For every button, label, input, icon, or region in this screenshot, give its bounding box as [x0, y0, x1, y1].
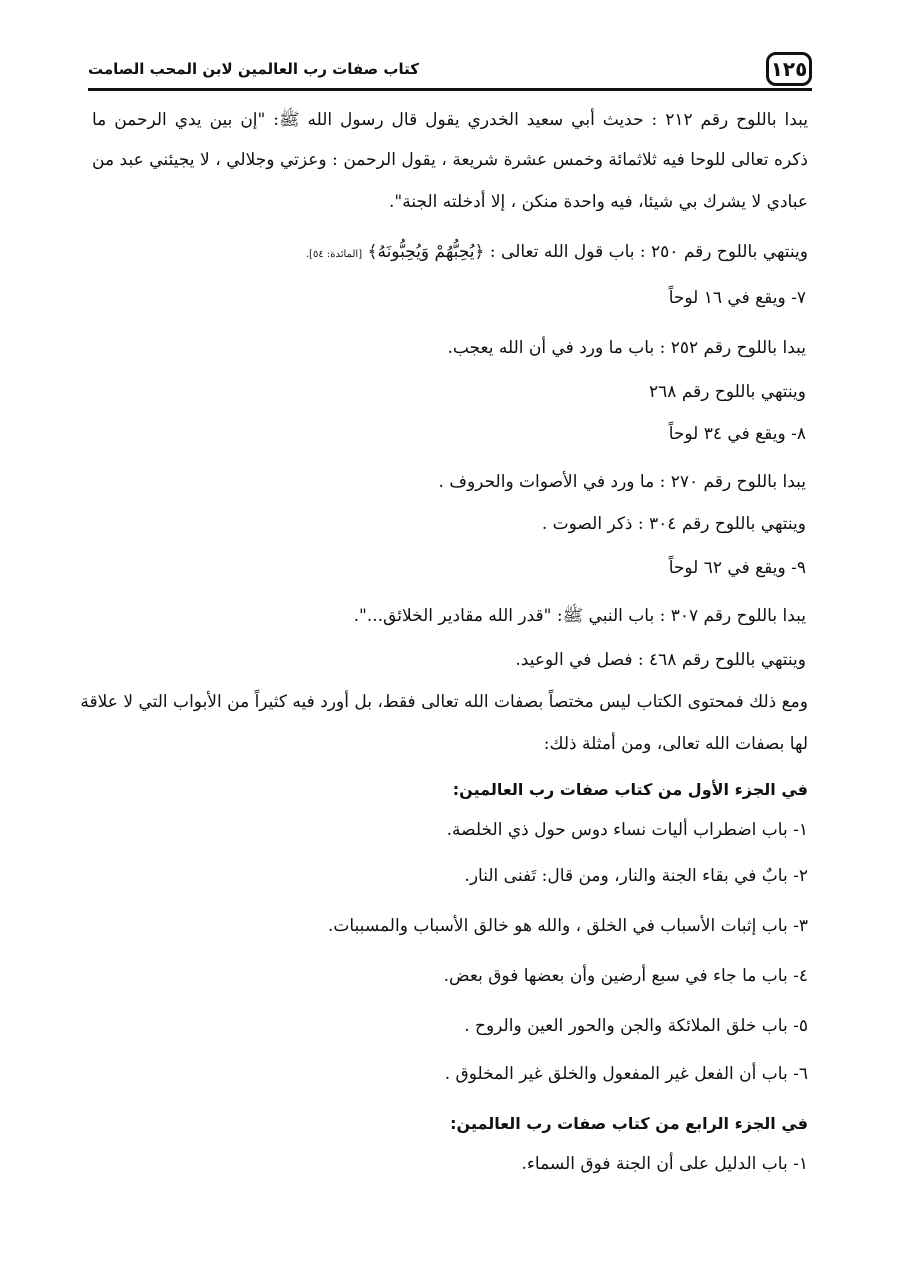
header-divider [88, 88, 812, 91]
running-title: كتاب صفات رب العالمين لابن المحب الصامت [88, 60, 419, 78]
section-1-item-6: ٦- باب أن الفعل غير المفعول والخلق غير المخلوق . [444, 1064, 808, 1084]
paragraph-1-line-2: ذكره تعالى للوحا فيه ثلاثمائة وخمس عشرة شريعة ، يقول الرحمن : وعزتي وجلالي ، لا يجيئني عبد من [92, 150, 808, 170]
section-2-heading: في الجزء الرابع من كتاب صفات رب العالمين: [450, 1114, 808, 1133]
item-7: ٧- ويقع في ١٦ لوحاً [668, 288, 806, 308]
section-1-item-2: ٢- بابٌ في بقاء الجنة والنار، ومن قال: تَفنى النار. [464, 866, 808, 886]
item-9-end: وينتهي باللوح رقم ٤٦٨ : فصل في الوعيد. [515, 650, 806, 670]
section-1-item-3: ٣- باب إثبات الأسباب في الخلق ، والله هو خالق الأسباب والمسببات. [327, 916, 808, 936]
page-header [88, 52, 812, 92]
paragraph-1-line-1: يبدا باللوح رقم ٢١٢ : حديث أبي سعيد الخدري يقول قال رسول الله ﷺ: "إن بين يدي الرحمن ما [92, 110, 809, 130]
item-8-end: وينتهي باللوح رقم ٣٠٤ : ذكر الصوت . [541, 514, 806, 534]
paragraph-2-line-2: لها بصفات الله تعالى، ومن أمثلة ذلك: [543, 734, 808, 754]
section-1-item-4: ٤- باب ما جاء في سبع أرضين وأن بعضها فوق بعض. [443, 966, 808, 986]
section-1-heading: في الجزء الأول من كتاب صفات رب العالمين: [452, 780, 808, 799]
item-8: ٨- ويقع في ٣٤ لوحاً [668, 424, 806, 444]
item-9: ٩- ويقع في ٦٢ لوحاً [668, 558, 806, 578]
item-8-start: يبدا باللوح رقم ٢٧٠ : ما ورد في الأصوات والحروف . [438, 472, 806, 492]
item-9-start: يبدا باللوح رقم ٣٠٧ : باب النبي ﷺ: "قدر الله مقادير الخلائق...". [353, 606, 806, 626]
section-1-item-5: ٥- باب خلق الملائكة والجن والحور العين والروح . [464, 1016, 808, 1036]
section-2-item-1: ١- باب الدليل على أن الجنة فوق السماء. [521, 1154, 808, 1174]
page-number: ١٢٥ [766, 52, 812, 86]
paragraph-1-end [306, 240, 808, 267]
item-7-end: وينتهي باللوح رقم ٢٦٨ [649, 382, 806, 402]
item-7-start: يبدا باللوح رقم ٢٥٢ : باب ما ورد في أن الله يعجب. [447, 338, 806, 358]
section-1-item-1: ١- باب اضطراب أليات نساء دوس حول ذي الخلصة. [446, 820, 808, 840]
quran-reference: [المائدة: ٥٤]. [305, 249, 363, 260]
paragraph-2-line-1: ومع ذلك فمحتوى الكتاب ليس مختصاً بصفات الله تعالى فقط، بل أورد فيه كثيراً من الأبواب التي لا علاقة [80, 692, 808, 712]
paragraph-1-line-3: عبادي لا يشرك بي شيئا، فيه واحدة منكن ، إلا أدخلته الجنة". [389, 192, 808, 212]
range-end-text: وينتهي باللوح رقم ٢٥٠ : باب قول الله تعالى : ﴿يُحِبُّهُمْ وَيُحِبُّونَهُ﴾ [367, 242, 808, 262]
